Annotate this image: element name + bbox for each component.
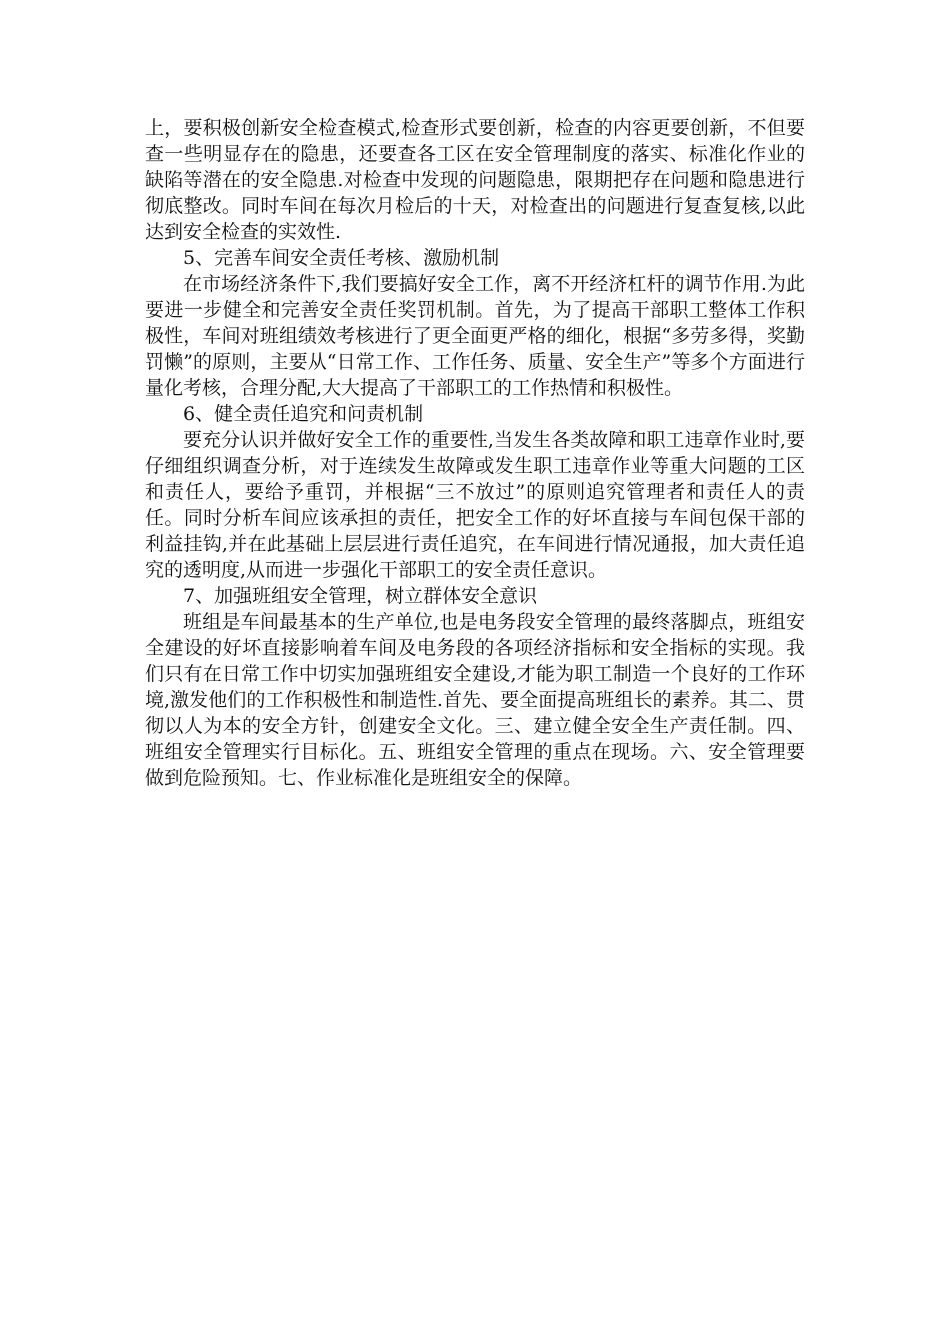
paragraph-accountability: 要充分认识并做好安全工作的重要性,当发生各类故障和职工违章作业时,要仔细组织调查分析，对于连续发生故障或发生职工违章作业等重大问题的工区和责任人，要给予重罚，并根据“三不放过”的原则追究管理者和责任人的责任。同时分析车间应该承担的责任，把安全工作的好坏直接与车间包保干部的利益挂钩,并在此基础上层层进行责任追究，在车间进行情况通报，加大责任追究的透明度,从而进一步强化干部职工的安全责任意识。 (145, 429, 805, 581)
section-heading-7: 7、加强班组安全管理，树立群体安全意识 (183, 585, 538, 607)
section-heading-5: 5、完善车间安全责任考核、激励机制 (183, 247, 500, 269)
paragraph-responsibility-assessment: 在市场经济条件下,我们要搞好安全工作，离不开经济杠杆的调节作用.为此要进一步健全和完善安全责任奖罚机制。首先，为了提高干部职工整体工作积极性，车间对班组绩效考核进行了更全面更严格的细化，根据“多劳多得，奖勤罚懒”的原则，主要从“日常工作、工作任务、质量、安全生产”等多个方面进行量化考核，合理分配,大大提高了干部职工的工作热情和积极性。 (145, 273, 805, 399)
section-heading-6: 6、健全责任追究和问责机制 (183, 403, 424, 425)
document-page (145, 115, 805, 791)
paragraph-safety-inspection: 上，要积极创新安全检查模式,检查形式要创新，检查的内容更要创新，不但要查一些明显存在的隐患，还要查各工区在安全管理制度的落实、标准化作业的缺陷等潜在的安全隐患.对检查中发现的问题隐患，限期把存在问题和隐患进行彻底整改。同时车间在每次月检后的十天，对检查出的问题进行复查复核,以此达到安全检查的实效性. (145, 117, 805, 243)
paragraph-team-management: 班组是车间最基本的生产单位,也是电务段安全管理的最终落脚点，班组安全建设的好坏直接影响着车间及电务段的各项经济指标和安全指标的实现。我们只有在日常工作中切实加强班组安全建设,才能为职工制造一个良好的工作环境,激发他们的工作积极性和制造性.首先、要全面提高班组长的素养。其二、贯彻以人为本的安全方针，创建安全文化。三、建立健全安全生产责任制。四、班组安全管理实行目标化。五、班组安全管理的重点在现场。六、安全管理要做到危险预知。七、作业标准化是班组安全的保障。 (145, 611, 805, 789)
